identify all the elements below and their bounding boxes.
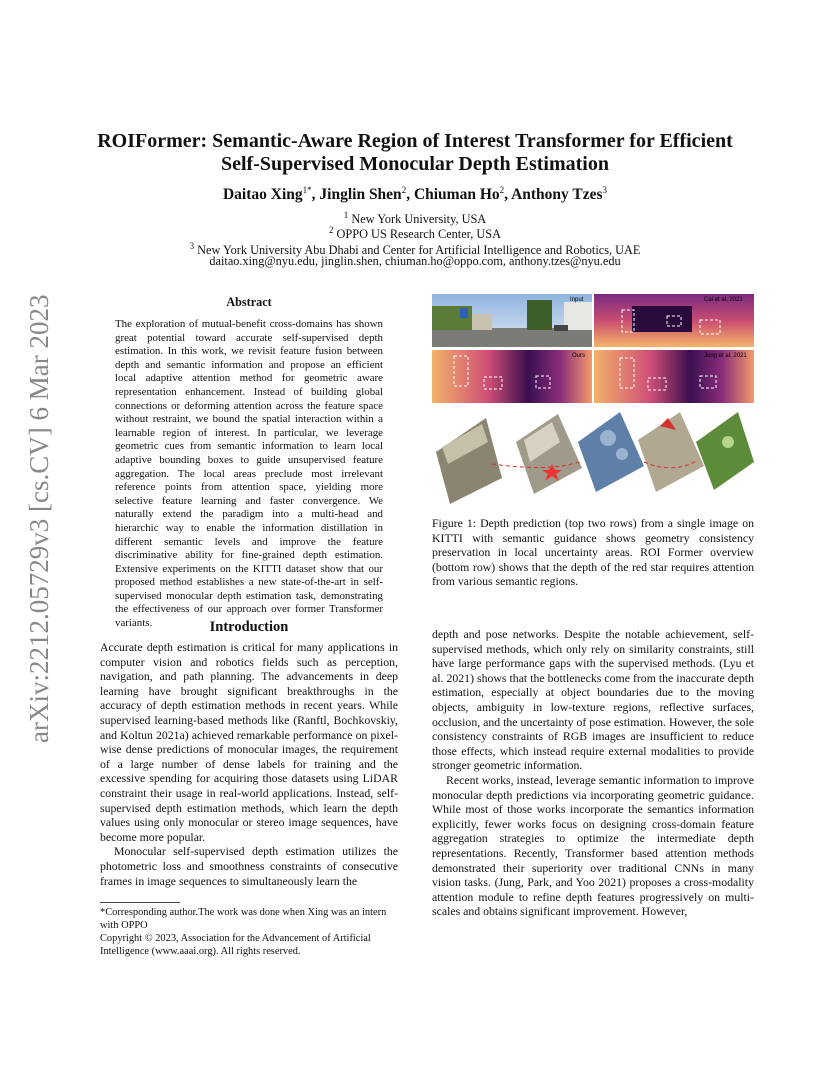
depth-map-ours [432, 350, 592, 403]
author-3-sup: 2 [499, 185, 505, 195]
aff3-sup: 3 [189, 241, 195, 251]
title-line-2: Self-Supervised Monocular Depth Estimation [221, 153, 609, 175]
author-4: Anthony Tzes [511, 186, 603, 204]
author-2: Jinglin Shen [319, 186, 402, 204]
abstract-heading: Abstract [226, 295, 272, 309]
aff1-text: New York University, USA [351, 212, 487, 227]
intro-heading: Introduction [209, 619, 289, 635]
footnote-rule [100, 902, 180, 903]
aff2-sup: 2 [328, 225, 334, 235]
right-paragraph-1: depth and pose networks. Despite the notable achievement, self-supervised methods, which only rely on similarity constraints, still have large performance gaps with the supervised methods. (Lyu et al. 2021) shows that the bottlenecks come from the inaccurate depth estimation, especially at object boundaries due to the moving objects, ambiguity in low-texture regions, reflective surfaces, occlusion, and the uncertainty of pose estimation. However, the sole consistency constraints of RGB images are insufficient to reduce those effects, which instead require external modalities to provide stronger geometric information. [432, 627, 754, 773]
intro-body [100, 640, 398, 888]
intro-paragraph-1: Accurate depth estimation is critical for many applications in computer vision and robotics fields such as perception, navigation, and path planning. The advancements in deep learning have brought significant breakthroughs in the accuracy of depth estimation methods in recent years. While supervised learning-based methods like (Ranftl, Bochkovskiy, and Koltun 2021a) achieved remarkable performance on pixel-wise dense predictions of monocular images, the requirement of a large number of dense labels for training and the excessive spending for acquiring those datasets using LiDAR constraint their usage in real-world applications. Instead, self-supervised depth estimation methods, which learn the depth values using only monocular or stereo image sequences, have become more popular. [100, 640, 398, 844]
right-column-body [432, 627, 754, 919]
depth-map-jung [594, 350, 754, 403]
arxiv-identifier: arXiv:2212.05729v3 [cs.CV] 6 Mar 2023 [24, 294, 54, 743]
figure-1-caption: Figure 1: Depth prediction (top two rows) from a single image on KITTI with semantic guidance shows geometry consistency preservation in local uncertainty areas. ROI Former overview (bottom row) shows that the depth of the red star requires attention from various semantic regions. [432, 516, 754, 589]
author-emails: daitao.xing@nyu.edu, jinglin.shen, chiuman.ho@oppo.com, anthony.tzes@nyu.edu [209, 254, 621, 268]
author-2-sup: 2 [401, 185, 407, 195]
author-3: Chiuman Ho [413, 186, 500, 204]
label-ours: Ours [572, 353, 586, 359]
figure-1 [432, 292, 754, 504]
label-input: Input [570, 297, 584, 303]
label-cai: Cai et al. 2021 [704, 297, 743, 303]
footnote-corresponding: *Corresponding author.The work was done when Xing was an intern with OPPO [100, 907, 387, 931]
label-jung: Jung et al. 2021 [704, 353, 747, 359]
author-list: Daitao Xing$^{1*}$, Jinglin Shen$^2$, Chiuman Ho$^2$, Anthony Tzes$^3$ [222, 185, 608, 204]
aff2-text: OPPO US Research Center, USA [336, 227, 502, 242]
aff1-sup: 1 [343, 210, 349, 220]
title-line-1: ROIFormer: Semantic-Aware Region of Interest Transformer for Efficient [97, 130, 733, 152]
right-paragraph-2: Recent works, instead, leverage semantic information to improve monocular depth predictions via incorporating geometric guidance. While most of those works incorporate the semantics information explicitly, fewer works focus on designing cross-domain feature aggregation strategies to optimize the intermediate depth representations. Recently, Transformer based attention methods demonstrated their superiority over traditional CNNs in many vision tasks. (Jung, Park, and Yoo 2021) proposes a cross-modality attention module to refine depth features progressively on multi-scales and obtains significant improvement. However, [432, 772, 754, 919]
paper-title [80, 130, 750, 176]
arxiv-side-label [18, 285, 58, 745]
aff3-text: New York University Abu Dhabi and Center for Artificial Intelligence and Robotics, UAE [197, 243, 641, 258]
author-1-sup: 1* [302, 185, 312, 195]
footnote [100, 902, 398, 958]
depth-map-cai [594, 294, 754, 347]
input-image [432, 294, 592, 347]
author-4-sup: 3 [602, 185, 608, 195]
roi-overview [436, 412, 754, 504]
author-1: Daitao Xing [222, 186, 303, 204]
footnote-copyright: Copyright © 2023, Association for the Advancement of Artificial Intelligence (www.aaai.org). All rights reserved. [100, 933, 371, 957]
intro-paragraph-2: Monocular self-supervised depth estimation utilizes the photometric loss and smoothness constraints of consecutive frames in image sequences to simultaneously learn the [100, 844, 398, 888]
abstract-body: The exploration of mutual-benefit cross-domains has shown great potential toward accurate self-supervised depth estimation. In this work, we revisit feature fusion between depth and semantic information and propose an efficient local adaptive attention method for geometric aware representation enhancement. Instead of building global connections or deforming attention across the feature space without restraint, we bound the spatial interaction within a learnable region of interest. In particular, we leverage geometric cues from semantic information to learn local adaptive bounding boxes to guide unsupervised feature aggregation. The local areas preclude most irrelevant reference points from attention space, yielding more selective feature learning and faster convergence. We naturally extend the paradigm into a multi-head and hierarchic way to enable the information distillation in different semantic levels and improve the feature discriminative ability for fine-grained depth estimation. Extensive experiments on the KITTI dataset show that our proposed method establishes a new state-of-the-art in self-supervised monocular depth estimation task, demonstrating the effectiveness of our approach over former Transformer variants. [115, 318, 383, 630]
